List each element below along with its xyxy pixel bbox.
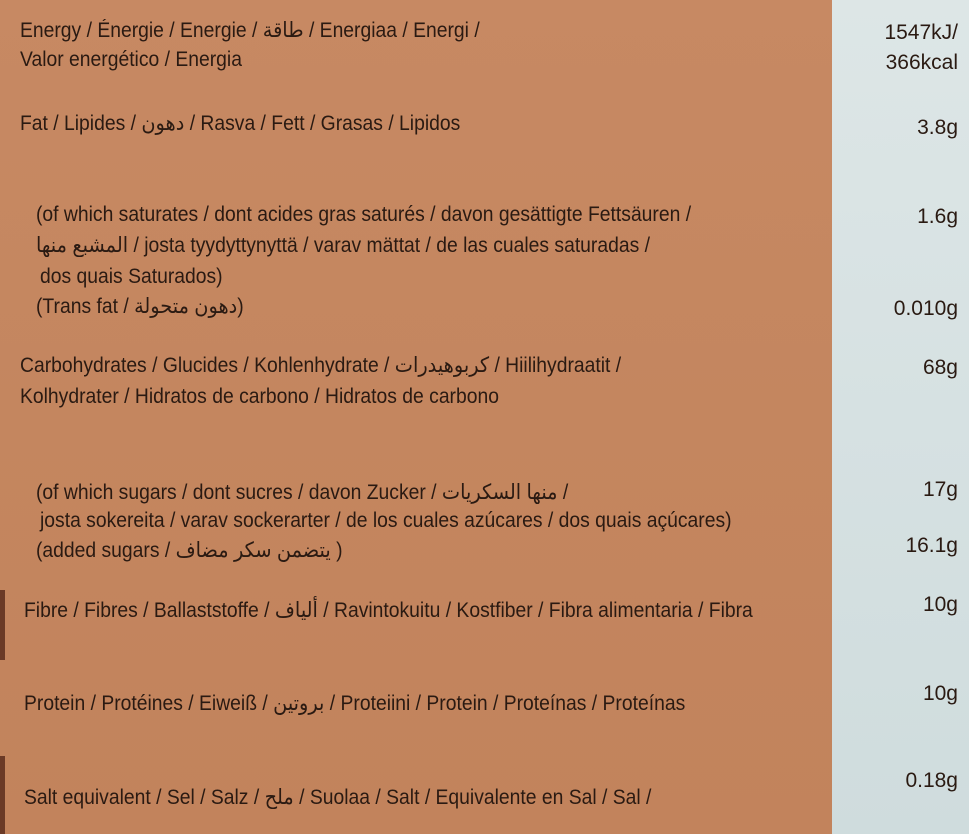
edge-mark: [0, 756, 5, 834]
salt-label: Salt equivalent / Sel / Salz / ملح / Suolaa / Salt / Equivalente en Sal / Sal /: [24, 786, 652, 809]
sugars-label-line-1: (of which sugars / dont sucres / davon Zucker / منها السكريات /: [36, 481, 569, 504]
fibre-label: Fibre / Fibres / Ballaststoffe / ألياف / Ravintokuitu / Kostfiber / Fibra alimentaria / Fibra: [24, 599, 753, 622]
energy-label-line-2: Valor energético / Energia: [20, 48, 242, 71]
fat-value: 3.8g: [917, 116, 958, 139]
trans-fat-value: 0.010g: [893, 297, 958, 320]
fibre-value: 10g: [922, 593, 958, 616]
energy-value-kcal: 366kcal: [885, 51, 958, 74]
carbohydrates-value: 68g: [922, 356, 958, 379]
carbohydrates-label-line-2: Kolhydrater / Hidratos de carbono / Hidratos de carbono: [20, 385, 499, 408]
saturates-label-line-2: المشبع منها / josta tyydyttynyttä / varav mättat / de las cuales saturadas /: [36, 234, 650, 257]
carbohydrates-label-line-1: Carbohydrates / Glucides / Kohlenhydrate / كربوهيدرات / Hiilihydraatit /: [20, 354, 622, 377]
energy-value-kj: 1547kJ/: [884, 21, 958, 44]
sugars-value: 17g: [922, 478, 958, 501]
salt-value: 0.18g: [905, 769, 958, 792]
saturates-value: 1.6g: [917, 205, 958, 228]
protein-value: 10g: [922, 682, 958, 705]
protein-label: Protein / Protéines / Eiweiß / بروتين / Proteiini / Protein / Proteínas / Proteínas: [24, 692, 686, 715]
edge-mark: [0, 590, 5, 660]
added-sugars-label: (added sugars / يتضمن سكر مضاف ): [36, 539, 343, 562]
trans-fat-label: (Trans fat / دهون متحولة): [36, 295, 244, 318]
saturates-label-line-3: dos quais Saturados): [40, 265, 223, 288]
sugars-label-line-2: josta sokereita / varav sockerarter / de los cuales azúcares / dos quais açúcares): [40, 509, 732, 532]
saturates-label-line-1: (of which saturates / dont acides gras saturés / davon gesättigte Fettsäuren /: [36, 203, 692, 226]
fat-label: Fat / Lipides / دهون / Rasva / Fett / Grasas / Lipidos: [20, 112, 461, 135]
energy-label-line-1: Energy / Énergie / Energie / طاقة / Energiaa / Energi /: [20, 19, 480, 42]
added-sugars-value: 16.1g: [905, 534, 958, 557]
